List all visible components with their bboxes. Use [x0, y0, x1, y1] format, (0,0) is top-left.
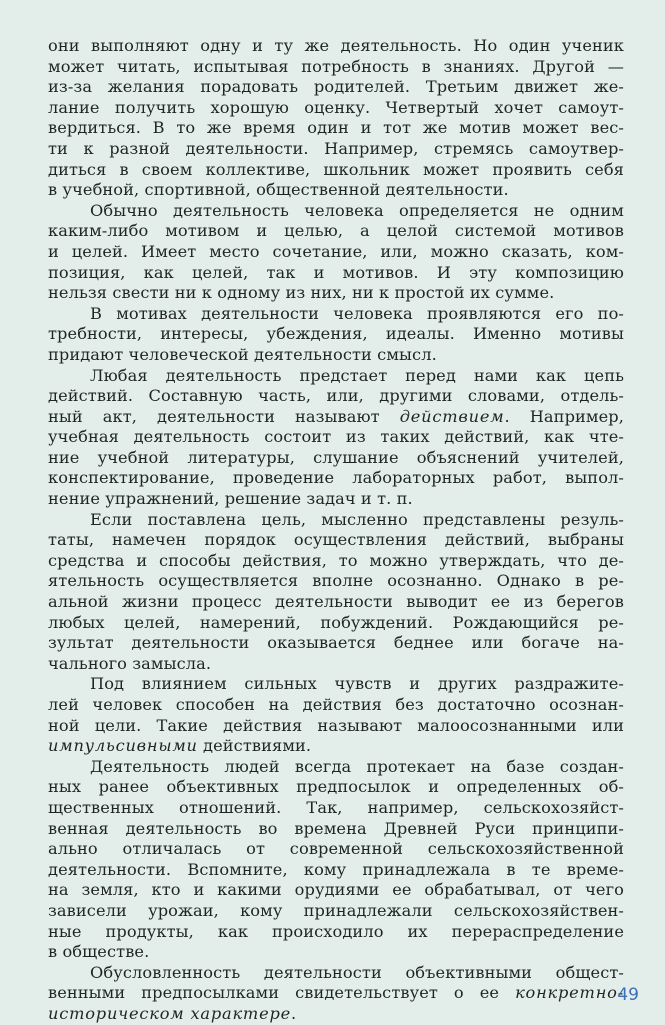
text-line	[48, 448, 624, 469]
text-run: венная деятельность во времена Древней Руси принципи-	[48, 818, 624, 838]
text-run: в учебной, спортивной, общественной деятельности.	[48, 180, 509, 200]
text-line	[48, 201, 624, 222]
text-line	[48, 633, 624, 654]
text-line	[48, 36, 624, 57]
text-run: ти к разной деятельности. Например, стремясь самоутвер-	[48, 138, 624, 158]
text-run: придают человеческой деятельности смысл.	[48, 344, 437, 364]
text-line	[48, 283, 624, 304]
text-line	[48, 489, 624, 510]
text-run: чального замысла.	[48, 653, 212, 673]
text-run: Любая деятельность предстает перед нами как цепь	[90, 365, 624, 385]
text-line	[48, 674, 624, 695]
text-run: действий. Составную часть, или, другими словами, отдель-	[48, 386, 624, 406]
text-run: Обычно деятельность человека определяется не одним	[90, 200, 624, 220]
text-run: может читать, испытывая потребность в знаниях. Другой —	[48, 56, 624, 76]
text-line	[48, 180, 624, 201]
text-line	[48, 695, 624, 716]
text-run: средства и способы действия, то можно утверждать, что де-	[48, 550, 624, 570]
text-run: в обществе.	[48, 942, 150, 962]
text-line	[48, 839, 624, 860]
emphasized-term: конкретно-	[515, 983, 624, 1003]
text-run: ный акт, деятельности называют	[48, 406, 400, 426]
text-line	[48, 77, 624, 98]
text-run: нельзя свести ни к одному из них, ни к простой их сумме.	[48, 283, 555, 303]
text-line	[48, 221, 624, 242]
text-line	[48, 304, 624, 325]
text-run: зультат деятельности оказывается беднее или богаче на-	[48, 633, 624, 653]
text-line	[48, 386, 624, 407]
text-line	[48, 510, 624, 531]
paragraph	[48, 201, 624, 304]
text-run: действиями.	[197, 736, 312, 756]
text-line	[48, 160, 624, 181]
paragraph	[48, 757, 624, 963]
text-line	[48, 118, 624, 139]
text-run: таты, намечен порядок осуществления действий, выбраны	[48, 530, 624, 550]
text-run: лей человек способен на действия без достаточно осознан-	[48, 695, 624, 714]
text-run: любых целей, намерений, побуждений. Рождающийся ре-	[48, 612, 624, 632]
text-line	[48, 798, 624, 819]
text-line	[48, 571, 624, 592]
text-line	[48, 407, 624, 428]
text-run: Если поставлена цель, мысленно представлены резуль-	[90, 509, 624, 529]
text-line	[48, 777, 624, 798]
text-run: ально отличалась от современной сельскохозяйственной	[48, 839, 624, 859]
text-run: . Например,	[504, 406, 624, 426]
text-run: каким-либо мотивом и целью, а целой системой мотивов	[48, 221, 624, 241]
text-run: альной жизни процесс деятельности выводит ее из берегов	[48, 592, 624, 612]
text-run: зависели урожаи, кому принадлежали сельскохозяйствен-	[48, 900, 624, 920]
text-run: нение упражнений, решение задач и т. п.	[48, 489, 413, 509]
text-line	[48, 139, 624, 160]
paragraph	[48, 36, 624, 201]
text-line	[48, 654, 624, 675]
text-line	[48, 57, 624, 78]
text-line	[48, 736, 624, 757]
text-run: требности, интересы, убеждения, идеалы. Именно мотивы	[48, 324, 624, 344]
text-run: из-за желания порадовать родителей. Третьим движет же-	[48, 77, 624, 97]
body-text	[48, 36, 624, 1025]
text-run: позиция, как целей, так и мотивов. И эту композицию	[48, 262, 624, 282]
text-line	[48, 922, 624, 943]
text-line	[48, 1004, 624, 1025]
text-line	[48, 963, 624, 984]
text-line	[48, 757, 624, 778]
emphasized-term: историческом характере	[48, 1003, 291, 1023]
text-line	[48, 345, 624, 366]
page-number: 49	[617, 985, 639, 1005]
text-run: ятельность осуществляется вполне осознанно. Однако в ре-	[48, 571, 624, 591]
text-line	[48, 427, 624, 448]
text-line	[48, 551, 624, 572]
text-line	[48, 942, 624, 963]
text-line	[48, 263, 624, 284]
text-line	[48, 468, 624, 489]
text-run: конспектирование, проведение лабораторных работ, выпол-	[48, 468, 624, 488]
text-line	[48, 592, 624, 613]
text-line	[48, 324, 624, 345]
emphasized-term: импульсивными	[48, 736, 198, 756]
paragraph	[48, 510, 624, 675]
text-run: на земля, кто и какими орудиями ее обрабатывал, от чего	[48, 880, 624, 900]
text-run: учебная деятельность состоит из таких действий, как чте-	[48, 427, 624, 447]
text-run: диться в своем коллективе, школьник может проявить себя	[48, 159, 624, 179]
text-run: ние учебной литературы, слушание объяснений учителей,	[48, 447, 624, 467]
text-line	[48, 860, 624, 881]
text-run: деятельности. Вспомните, кому принадлежала в те време-	[48, 859, 624, 879]
text-run: ной цели. Такие действия называют малоосознанными или	[48, 715, 624, 735]
text-line	[48, 819, 624, 840]
text-line	[48, 983, 624, 1004]
text-line	[48, 613, 624, 634]
text-line	[48, 716, 624, 737]
paragraph	[48, 674, 624, 756]
text-run: В мотивах деятельности человека проявляются его по-	[90, 303, 624, 323]
text-run: венными предпосылками свидетельствует о ее	[48, 983, 516, 1003]
text-run: они выполняют одну и ту же деятельность. Но один ученик	[48, 36, 624, 55]
text-run: Обусловленность деятельности объективными общест-	[90, 962, 624, 982]
text-run: ных ранее объективных предпосылок и определенных об-	[48, 777, 624, 797]
emphasized-term: действием	[399, 406, 505, 426]
text-line	[48, 242, 624, 263]
text-line	[48, 530, 624, 551]
text-line	[48, 366, 624, 387]
text-line	[48, 901, 624, 922]
paragraph	[48, 304, 624, 366]
text-run: ные продукты, как происходило их перераспределение	[48, 921, 624, 941]
text-run: .	[291, 1003, 297, 1023]
text-run: щественных отношений. Так, например, сельскохозяйст-	[48, 797, 624, 817]
text-run: лание получить хорошую оценку. Четвертый хочет самоут-	[48, 97, 624, 117]
text-run: и целей. Имеет место сочетание, или, можно сказать, ком-	[48, 241, 624, 261]
text-run: Деятельность людей всегда протекает на базе создан-	[90, 756, 624, 776]
text-line	[48, 98, 624, 119]
paragraph	[48, 963, 624, 1025]
paragraph	[48, 366, 624, 510]
text-run: вердиться. В то же время один и тот же мотив может вес-	[48, 118, 624, 138]
text-run: Под влиянием сильных чувств и других раздражите-	[90, 674, 624, 694]
text-line	[48, 880, 624, 901]
